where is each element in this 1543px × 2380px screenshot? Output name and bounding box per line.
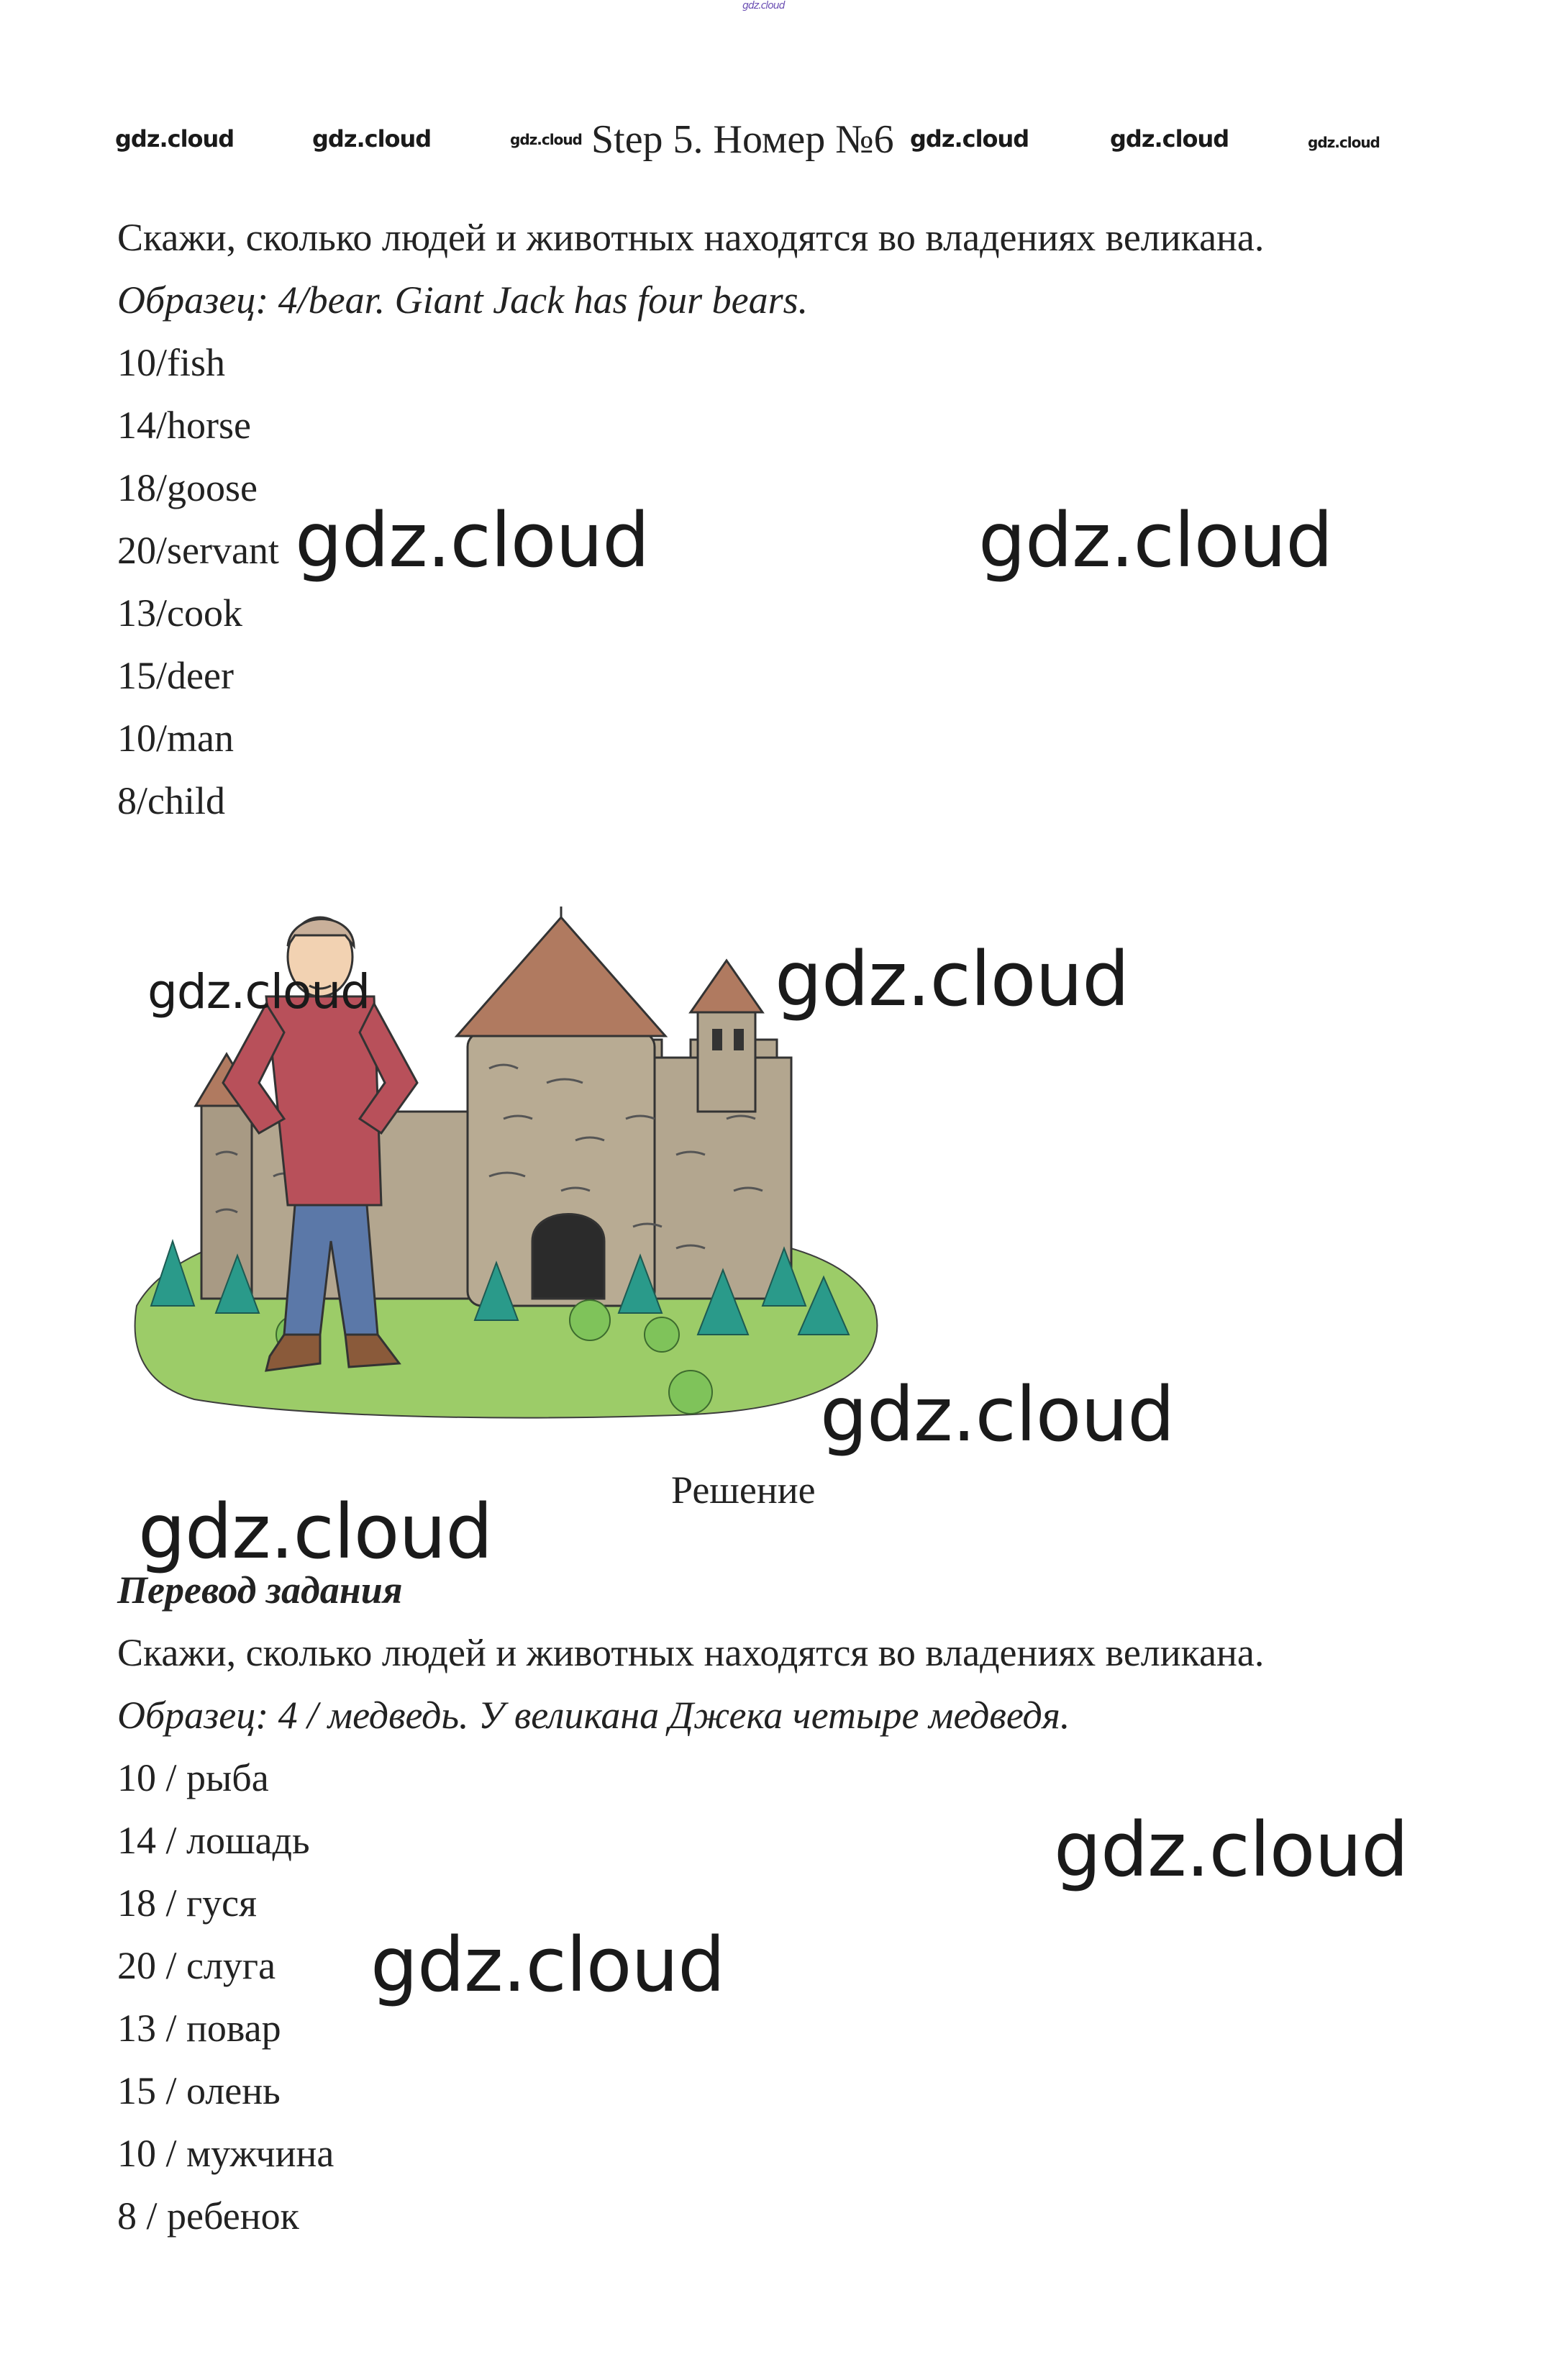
solution-item: 10 / рыба	[117, 1756, 269, 1799]
task-example: Образец: 4/bear. Giant Jack has four bears.	[117, 278, 809, 322]
watermark: gdz.cloud	[295, 496, 650, 584]
solution-example: Образец: 4 / медведь. У великана Джека четыре медведя.	[117, 1694, 1070, 1737]
watermark: gdz.cloud	[1308, 134, 1380, 151]
task-item: 14/horse	[117, 404, 251, 447]
task-item: 10/man	[117, 717, 234, 760]
watermark: gdz.cloud	[370, 1921, 725, 2009]
solution-item: 15 / олень	[117, 2069, 281, 2112]
solution-label: Решение	[671, 1468, 816, 1512]
page-title: Step 5. Номер №6	[591, 117, 894, 162]
solution-item: 8 / ребенок	[117, 2194, 299, 2238]
solution-item: 14 / лошадь	[117, 1819, 310, 1862]
watermark: gdz.cloud	[115, 125, 235, 153]
task-item: 10/fish	[117, 341, 226, 384]
solution-item: 10 / мужчина	[117, 2132, 334, 2175]
watermark: gdz.cloud	[1110, 125, 1229, 153]
solution-heading: Перевод задания	[117, 1568, 403, 1612]
watermark: gdz.cloud	[742, 0, 785, 12]
watermark: gdz.cloud	[820, 1371, 1175, 1458]
watermark: gdz.cloud	[978, 496, 1333, 584]
task-item: 20/servant	[117, 529, 279, 572]
watermark: gdz.cloud	[510, 131, 582, 148]
watermark: gdz.cloud	[910, 125, 1029, 153]
task-item: 13/cook	[117, 591, 242, 635]
solution-item: 18 / гуся	[117, 1881, 257, 1925]
watermark: gdz.cloud	[138, 1488, 493, 1576]
watermark: gdz.cloud	[147, 964, 370, 1019]
watermark: gdz.cloud	[775, 935, 1129, 1023]
solution-item: 13 / повар	[117, 2007, 281, 2050]
solution-item: 20 / слуга	[117, 1944, 276, 1987]
task-item: 15/deer	[117, 654, 234, 697]
task-item: 8/child	[117, 779, 225, 822]
watermark: gdz.cloud	[1054, 1806, 1408, 1894]
solution-instruction: Скажи, сколько людей и животных находятся во владениях великана.	[117, 1631, 1265, 1674]
task-item: 18/goose	[117, 466, 258, 509]
task-instruction: Скажи, сколько людей и животных находятся во владениях великана.	[117, 216, 1265, 259]
watermark: gdz.cloud	[312, 125, 432, 153]
